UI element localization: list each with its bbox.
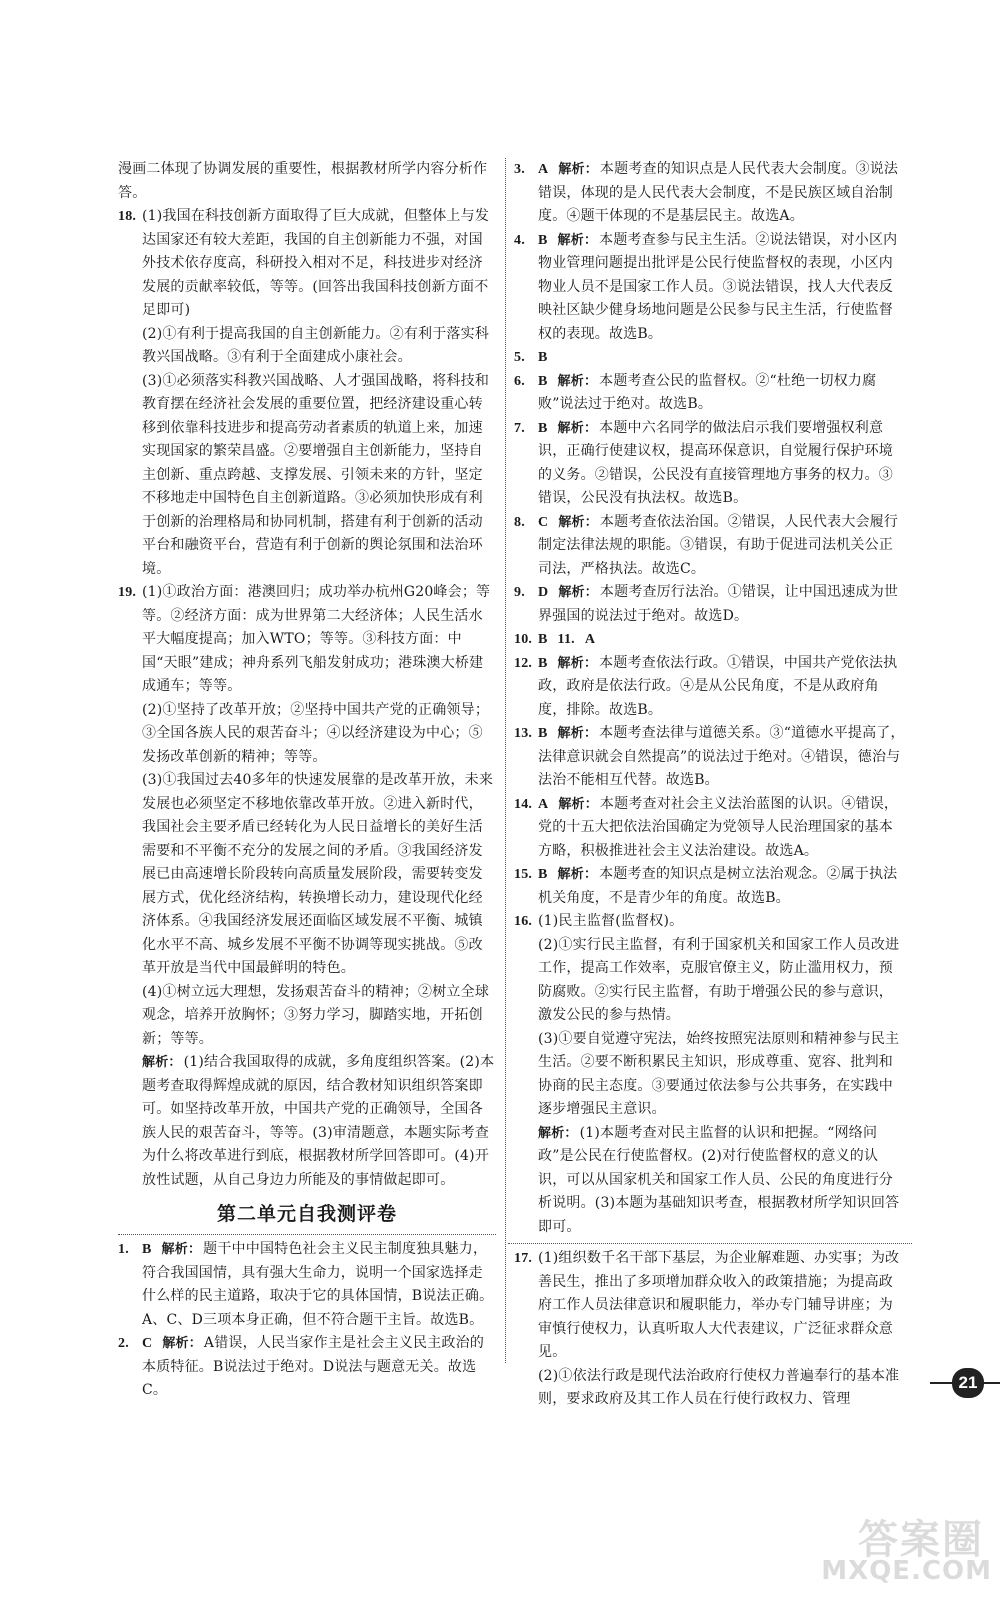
question-2 — [118, 1332, 496, 1403]
answer-part: (1)组织数千名干部下基层，为企业解难题、办实事；为改善民生，推出了多项增加群众收入的政策措施；为提高政府工作人员法律意识和履职能力，举办专门辅导讲座；为审慎行使权力，认真听取人大代表建议，广泛征求群众意见。 — [538, 1250, 900, 1360]
answer-letter: B — [538, 655, 548, 671]
answer-letter: B — [538, 632, 548, 647]
question-number: 6. — [514, 373, 525, 389]
analysis-text: A错误，人民当家作主是社会主义民主政治的本质特征。B说法过于绝对。D说法与题意无关。故选C。 — [142, 1335, 485, 1398]
question-number: 10. — [514, 632, 533, 647]
analysis-text: (1)本题考查对民主监督的认识和把握。“网络问政”是公民在行使监督权。(2)对行使监督权的意义的认识，可以从国家机关和国家工作人员、公民的角度进行分析说明。(3)本题为基础知识考查，根据教材所学知识回答即可。 — [538, 1124, 900, 1235]
right-column — [514, 158, 906, 1412]
question-12 — [514, 652, 906, 723]
analysis-text: 本题考查对社会主义法治蓝图的认识。④错误，党的十五大把依法治国确定为党领导人民治理国家的基本方略，积极推进社会主义法治建设。故选A。 — [538, 795, 899, 859]
question-number: 18. — [118, 209, 137, 224]
paragraph: 漫画二体现了协调发展的重要性，根据教材所学内容分析作答。 — [118, 161, 488, 201]
question-number: 5. — [514, 350, 525, 365]
question-number: 17. — [514, 1251, 533, 1266]
answer-part: (1)①政治方面：港澳回归；成功举办杭州G20峰会；等等。②经济方面：成为世界第二大经济体；人民生活水平大幅度提高；加入WTO；等等。③科技方面：中国“天眼”建成；神舟系列飞船发射成功；港珠澳大桥建成通车；等等。 — [142, 584, 491, 694]
question-number: 9. — [514, 585, 525, 600]
analysis-label: 解析： — [557, 232, 598, 248]
question-18 — [118, 205, 496, 581]
analysis-label: 解析： — [538, 1125, 578, 1141]
answer-letter: C — [538, 514, 549, 530]
analysis-text: 题干中中国特色社会主义民主制度独具魅力，符合我国国情，具有强大生命力，说明一个国家选择走什么样的民主道路，取决于它的具体国情，B说法正确。A、C、D三项本身正确，但不符合题干主旨。故选B。 — [142, 1241, 494, 1328]
analysis-text: (1)结合我国取得的成就，多角度组织答案。(2)本题考查取得辉煌成就的原因，结合教材知识组织答案即可。如坚持改革开放，中国共产党的正确领导，全国各族人民的艰苦奋斗，等等。(3)审清题意，本题实际考查为什么将改革进行到底，根据教材所学回答即可。(4)开放性试题，从自己身边力所能及的事情做起即可。 — [142, 1054, 495, 1188]
question-number: 4. — [514, 232, 525, 248]
divider-line — [508, 1243, 912, 1244]
answer-letter: C — [142, 1336, 153, 1351]
answer-part: (4)①树立远大理想，发扬艰苦奋斗的精神；②树立全球观念，培养开放胸怀；③努力学习，脚踏实地，开拓创新；等等。 — [142, 983, 490, 1047]
question-13 — [514, 722, 906, 793]
analysis-label: 解析： — [558, 514, 598, 530]
analysis-label: 解析： — [557, 655, 598, 671]
question-6 — [514, 370, 906, 417]
question-16 — [514, 910, 906, 1239]
analysis-text: 本题考查依法治国。②错误，人民代表大会履行制定法律法规的职能。③错误，有助于促进司法机关公正司法，严格执法。故选C。 — [538, 513, 899, 577]
answer-letter: B — [538, 420, 548, 436]
question-10-11 — [514, 628, 906, 652]
question-number: 11. — [557, 632, 575, 647]
answer-part: (1)民主监督(监督权)。 — [538, 913, 684, 929]
question-8 — [514, 511, 906, 582]
answer-letter: A — [584, 632, 596, 647]
left-column — [118, 158, 496, 1403]
question-4 — [514, 229, 906, 347]
question-5 — [514, 346, 906, 370]
analysis-label: 解析： — [557, 726, 598, 741]
watermark-url: MXQE.COM — [821, 1556, 992, 1586]
analysis-text: 本题考查法律与道德关系。③“道德水平提高了，法律意识就会自然提高”的说法过于绝对。④错误，德治与法治不能相互代替。故选B。 — [538, 725, 905, 788]
answer-part: (3)①要自觉遵守宪法，始终按照宪法原则和精神参与民主生活。②要不断积累民主知识，形成尊重、宽容、批判和协商的民主态度。③要通过依法参与公共事务，在实践中逐步增强民主意识。 — [538, 1030, 900, 1117]
analysis — [538, 1122, 906, 1240]
analysis-text: 本题考查公民的监督权。②“杜绝一切权力腐败”说法过于绝对。故选B。 — [538, 372, 877, 412]
answer-part: (2)①实行民主监督，有利于国家机关和国家工作人员改进工作，提高工作效率，克服官僚主义，防止滥用权力，预防腐败。②实行民主监督，有助于增强公民的参与意识，激发公民的参与热情。 — [538, 936, 900, 1023]
analysis-label: 解析： — [557, 867, 598, 882]
question-number: 15. — [514, 867, 533, 882]
analysis — [142, 1051, 496, 1192]
answer-part: (3)①我国过去40多年的快速发展靠的是改革开放，未来发展也必须坚定不移地依靠改革开放。②进入新时代，我国社会主要矛盾已经转化为人民日益增长的美好生活需要和不平衡不充分的发展之间的矛盾。③我国经济发展已由高速增长阶段转向高质量发展阶段，需要转变发展方式，优化经济结构，转换增长动力，建设现代化经济体系。④我国经济发展还面临区域发展不平衡、城镇化水平不高、城乡发展不平衡不协调等现实挑战。⑤改革开放是当代中国最鲜明的特色。 — [142, 772, 494, 976]
question-7 — [514, 417, 906, 511]
divider-line — [118, 1234, 496, 1235]
question-19 — [118, 581, 496, 1192]
analysis-label: 解析： — [557, 373, 598, 389]
analysis-text: 本题考查厉行法治。①错误，让中国迅速成为世界强国的说法过于绝对。故选D。 — [538, 584, 899, 624]
answer-part: (3)①必须落实科教兴国战略、人才强国战略，将科技和教育摆在经济社会发展的重要位置，把经济建设重心转移到依靠科技进步和提高劳动者素质的轨道上来，加速实现国家的繁荣昌盛。②要增强自主创新能力，坚持自主创新、重点跨越、支撑发展、引领未来的方针，坚定不移地走中国特色自主创新道路。③必须加快形成有利于创新的治理格局和协同机制，搭建有利于创新的活动平台和融资平台，营造有利于创新的舆论氛围和法治环境。 — [142, 372, 490, 577]
analysis-text: 本题中六名同学的做法启示我们要增强权利意识，正确行使建议权，提高环保意识，自觉履行保护环境的义务。②错误，公民没有直接管理地方事务的权力。③错误，公民没有执法权。故选B。 — [538, 419, 893, 506]
analysis-text: 本题考查的知识点是人民代表大会制度。③说法错误，体现的是人民代表大会制度，不是民族区域自治制度。④题干体现的不是基层民主。故选A。 — [538, 161, 899, 224]
answer-letter: B — [142, 1242, 152, 1257]
page-number-badge: 21 — [952, 1368, 984, 1398]
question-number: 19. — [118, 585, 137, 600]
question-number: 7. — [514, 420, 525, 436]
answer-letter: B — [538, 373, 548, 389]
question-number: 3. — [514, 162, 525, 177]
answer-letter: A — [538, 796, 549, 812]
answer-part: (2)①有利于提高我国的自主创新能力。②有利于落实科教兴国战略。③有利于全面建成小康社会。 — [142, 325, 490, 365]
answer-letter: B — [538, 867, 548, 882]
column-divider — [505, 158, 506, 1363]
analysis-text: 本题考查参与民主生活。②说法错误，对小区内物业管理问题提出批评是公民行使监督权的表现，小区内物业人员不是国家工作人员。③说法错误，找人大代表反映社区缺少健身场地问题是公民参与民主生活，行使监督权的表现。故选B。 — [538, 231, 898, 342]
question-number: 14. — [514, 796, 533, 812]
analysis-label: 解析： — [558, 796, 598, 812]
question-number: 2. — [118, 1336, 129, 1351]
watermark — [764, 1508, 994, 1590]
answer-part: (2)①坚持了改革开放；②坚持中国共产党的正确领导；③全国各族人民的艰苦奋斗；④以经济建设为中心；⑤发扬改革创新的精神；等等。 — [142, 701, 490, 765]
analysis-label: 解析： — [558, 585, 598, 600]
analysis-label: 解析： — [161, 1242, 202, 1257]
question-number: 16. — [514, 914, 533, 929]
question-3 — [514, 158, 906, 229]
analysis-label: 解析： — [142, 1055, 182, 1070]
question-number: 1. — [118, 1242, 129, 1257]
question-number: 12. — [514, 655, 533, 671]
question-number: 13. — [514, 726, 533, 741]
answer-letter: B — [538, 350, 548, 365]
answer-letter: D — [538, 585, 549, 600]
question-number: 8. — [514, 514, 525, 530]
answer-part: (2)①依法行政是现代法治政府行使权力普遍奉行的基本准则，要求政府及其工作人员在行使行政权力、管理 — [538, 1367, 900, 1407]
watermark-text: 答案圈 — [858, 1517, 984, 1563]
analysis-label: 解析： — [558, 162, 598, 177]
answer-letter: B — [538, 726, 548, 741]
answer-letter: B — [538, 232, 548, 248]
answer-part: (1)我国在科技创新方面取得了巨大成就，但整体上与发达国家还有较大差距，我国的自主创新能力不强，对国外技术依存度高，科研投入相对不足，科技进步对经济发展的贡献率较低，等等。(回答出我国科技创新方面不足即可) — [142, 208, 490, 318]
question-9 — [514, 581, 906, 628]
analysis-label: 解析： — [162, 1336, 202, 1351]
question-14 — [514, 793, 906, 864]
analysis-text: 本题考查依法行政。①错误，中国共产党依法执政，政府是依法行政。④是从公民角度，不是从政府角度，排除。故选B。 — [538, 654, 898, 718]
analysis-text: 本题考查的知识点是树立法治观念。②属于执法机关角度，不是青少年的角度。故选B。 — [538, 866, 898, 906]
page-number — [930, 1368, 1000, 1398]
question-1 — [118, 1238, 496, 1332]
section-title: 第二单元自我测评卷 — [216, 1203, 397, 1225]
question-15 — [514, 863, 906, 910]
answer-letter: A — [538, 162, 549, 177]
question-17 — [514, 1247, 906, 1412]
analysis-label: 解析： — [557, 420, 598, 436]
